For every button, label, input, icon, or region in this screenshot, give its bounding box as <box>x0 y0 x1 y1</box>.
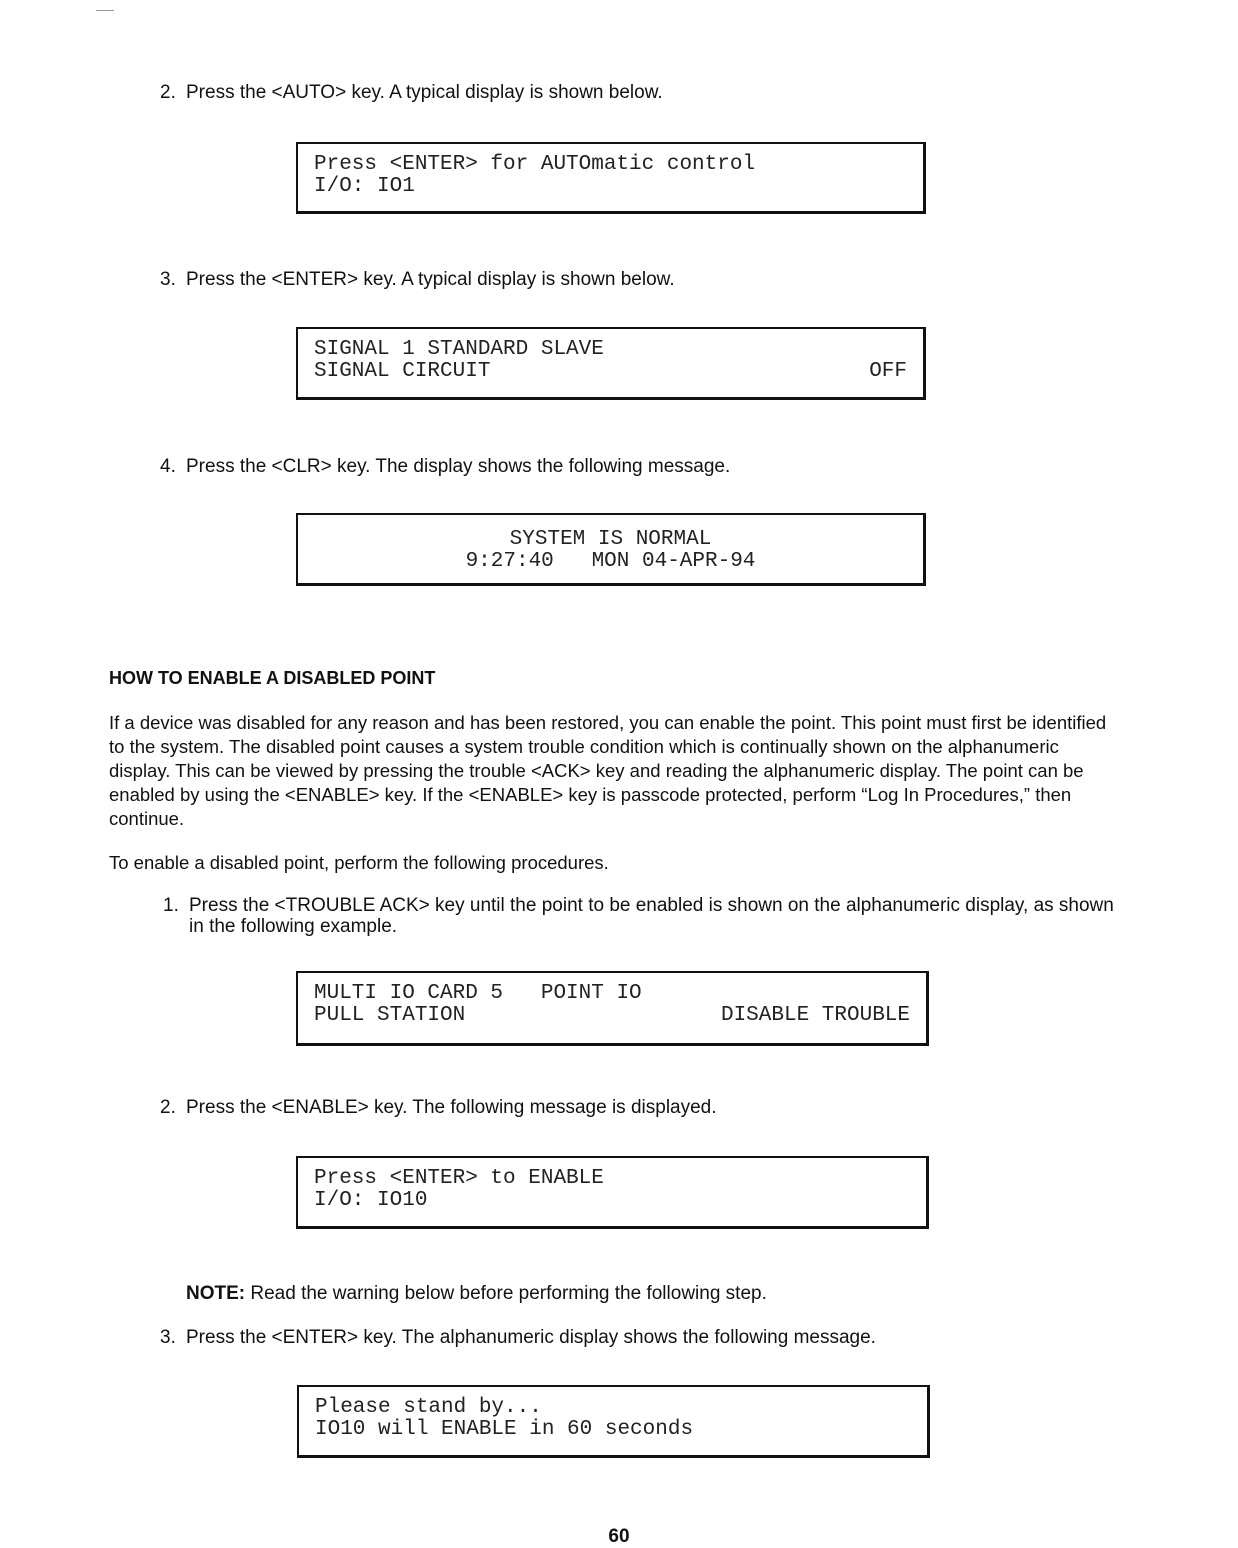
lcd-display-standby <box>297 1385 930 1458</box>
note <box>186 1283 767 1305</box>
lcd-line-2: I/O: IO10 <box>314 1189 428 1212</box>
lcd-line-2: 9:27:40 MON 04-APR-94 <box>465 550 756 573</box>
lcd-display-auto <box>296 142 926 214</box>
step-clr <box>160 456 730 478</box>
lcd-line-1: SIGNAL 1 STANDARD SLAVE <box>314 338 604 361</box>
step-enter <box>160 269 675 291</box>
lcd-line-2: I/O: IO1 <box>314 175 415 198</box>
step-text: Press the <ENTER> key. A typical display is shown below. <box>186 269 675 290</box>
step-auto <box>160 82 663 104</box>
step-trouble-ack <box>163 895 1123 937</box>
step-number: 2. <box>160 82 176 103</box>
lcd-display-enter <box>296 327 926 400</box>
section-intro: To enable a disabled point, perform the following procedures. <box>109 852 609 873</box>
step-text: Press the <CLR> key. The display shows the following message. <box>186 456 731 477</box>
step-text: Press the <TROUBLE ACK> key until the point to be enabled is shown on the alphanumeric display, as shown in the following example. <box>189 895 1114 937</box>
step-text: Press the <AUTO> key. A typical display is shown below. <box>186 82 663 103</box>
step-enter-standby <box>160 1327 876 1349</box>
lcd-line-2: SIGNAL CIRCUIT <box>314 360 491 383</box>
section-paragraph: If a device was disabled for any reason and has been restored, you can enable the point. This point must first be identified to the system. The disabled point causes a system trouble condition which is continually shown on the alphanumeric display. This can be viewed by pressing the trouble <ACK> key and reading the alphanumeric display. The point can be enabled by using the <ENABLE> key. If the <ENABLE> key is passcode protected, perform “Log In Procedures,” then continue. <box>109 712 1107 829</box>
lcd-line-1: Press <ENTER> to ENABLE <box>314 1167 604 1190</box>
lcd-line-1: Please stand by... <box>315 1396 542 1419</box>
page-number: 60 <box>608 1526 630 1547</box>
step-number: 2. <box>160 1097 176 1118</box>
section-heading: HOW TO ENABLE A DISABLED POINT <box>109 668 436 688</box>
step-number: 3. <box>160 269 176 290</box>
step-enable <box>160 1097 717 1119</box>
step-text: Press the <ENTER> key. The alphanumeric display shows the following message. <box>186 1327 876 1348</box>
lcd-line-1: MULTI IO CARD 5 POINT IO <box>314 982 642 1005</box>
step-number: 3. <box>160 1327 176 1348</box>
step-number: 4. <box>160 456 176 477</box>
lcd-display-enable <box>296 1156 929 1229</box>
step-text: Press the <ENABLE> key. The following message is displayed. <box>186 1097 717 1118</box>
lcd-line-2: IO10 will ENABLE in 60 seconds <box>315 1418 694 1441</box>
lcd-line-1: Press <ENTER> for AUTOmatic control <box>314 153 756 176</box>
lcd-status: DISABLE TROUBLE <box>720 1004 910 1027</box>
step-number: 1. <box>163 895 179 916</box>
lcd-line-1: SYSTEM IS NORMAL <box>509 528 712 551</box>
note-text: Read the warning below before performing the following step. <box>250 1283 767 1304</box>
scan-mark <box>96 10 114 11</box>
lcd-status: OFF <box>869 360 907 383</box>
note-label: NOTE: <box>186 1283 246 1304</box>
lcd-line-2: PULL STATION <box>314 1004 466 1027</box>
lcd-display-trouble <box>296 971 929 1046</box>
lcd-display-clr <box>296 513 926 586</box>
